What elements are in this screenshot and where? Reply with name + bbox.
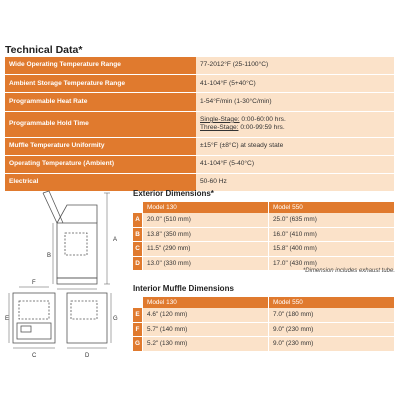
muffle-outline [65, 233, 87, 255]
dimension-letter: D [133, 256, 143, 271]
technical-data-table [5, 57, 394, 192]
dimension-letter: C [133, 242, 143, 257]
exterior-dimensions-table [133, 202, 395, 271]
table-row [133, 213, 395, 227]
table-row [133, 227, 395, 242]
furnace-side-view [67, 293, 107, 343]
model-550-value: 9.0" (230 mm) [269, 322, 395, 337]
model-550-value: 17.0" (430 mm) [269, 256, 395, 271]
model-130-value: 13.8" (350 mm) [143, 227, 269, 242]
spec-label: Muffle Temperature Uniformity [5, 137, 196, 155]
dimension-letter: E [133, 308, 143, 322]
model-550-value: 16.0" (410 mm) [269, 227, 395, 242]
spec-label: Ambient Storage Temperature Range [5, 75, 196, 93]
column-header: Model 130 [143, 297, 269, 308]
spec-label: Programmable Hold Time [5, 111, 196, 137]
table-header-row [133, 297, 395, 308]
spec-label: Electrical [5, 173, 196, 191]
spec-value: 1-54°F/min (1-30°C/min) [196, 93, 394, 111]
table-header-row [133, 202, 395, 213]
table-row [5, 137, 394, 155]
single-stage-label: Single-Stage: [200, 115, 240, 123]
table-row [133, 322, 395, 337]
model-130-value: 5.2" (130 mm) [143, 337, 269, 352]
dimension-label-f: F [32, 280, 36, 286]
interior-dimensions-title: Interior Muffle Dimensions [133, 284, 234, 293]
furnace-side-body [57, 223, 97, 278]
model-550-value: 25.0" (635 mm) [269, 213, 395, 227]
model-130-value: 20.0" (510 mm) [143, 213, 269, 227]
column-header: Model 550 [269, 297, 395, 308]
table-row [5, 111, 394, 137]
dimension-label-e: E [5, 316, 10, 322]
model-130-value: 11.5" (290 mm) [143, 242, 269, 257]
dimension-letter: A [133, 213, 143, 227]
exterior-dimensions-title: Exterior Dimensions* [133, 189, 214, 198]
table-row [5, 57, 394, 75]
model-550-value: 15.8" (400 mm) [269, 242, 395, 257]
table-row [133, 337, 395, 352]
three-stage-range: 0:00-99:59 hrs. [238, 124, 285, 132]
table-row [5, 155, 394, 173]
exhaust-tube-note: *Dimension includes exhaust tube. [302, 268, 395, 274]
spec-value: 77-2012°F (25-1100°C) [196, 57, 394, 75]
furnace-dimension-diagram [5, 183, 125, 400]
model-130-value: 5.7" (140 mm) [143, 322, 269, 337]
table-row [5, 93, 394, 111]
dimension-letter: F [133, 322, 143, 337]
spec-label: Operating Temperature (Ambient) [5, 155, 196, 173]
table-row [5, 75, 394, 93]
spec-value: ±15°F (±8°C) at steady state [196, 137, 394, 155]
dimension-label-b: B [47, 253, 52, 259]
dimension-label-c: C [32, 353, 37, 359]
model-550-value: 7.0" (180 mm) [269, 308, 395, 322]
technical-data-title: Technical Data* [5, 44, 83, 56]
spec-value: 41-104°F (5+40°C) [196, 75, 394, 93]
interior-dimensions-table [133, 297, 395, 352]
model-130-value: 13.0" (330 mm) [143, 256, 269, 271]
dimension-letter: B [133, 227, 143, 242]
column-header: Model 130 [143, 202, 269, 213]
single-stage-range: 0:00-60:00 hrs. [239, 115, 286, 123]
spec-label: Programmable Heat Rate [5, 93, 196, 111]
spec-value: 50-60 Hz [196, 173, 394, 191]
dimension-letter: G [133, 337, 143, 352]
dimension-label-a: A [113, 237, 118, 243]
table-row [133, 242, 395, 257]
spec-value [196, 111, 394, 137]
control-panel [17, 323, 51, 339]
model-130-value: 4.6" (120 mm) [143, 308, 269, 322]
model-550-value: 9.0" (230 mm) [269, 337, 395, 352]
table-row [133, 308, 395, 322]
dimension-label-g: G [113, 316, 118, 322]
three-stage-label: Three-Stage: [200, 124, 239, 132]
spec-label: Wide Operating Temperature Range [5, 57, 196, 75]
front-muffle-outline [19, 301, 49, 319]
exhaust-tube [43, 193, 57, 223]
furnace-top [57, 205, 97, 223]
spec-value: 41-104°F (5-40°C) [196, 155, 394, 173]
column-header: Model 550 [269, 202, 395, 213]
dimension-label-d: D [85, 353, 90, 359]
